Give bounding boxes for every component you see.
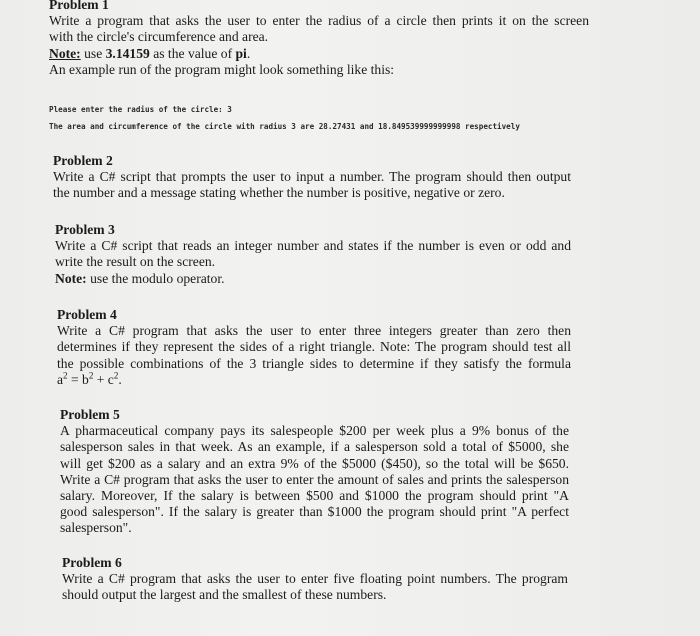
problem-1-note-label: Note: [49,45,81,61]
problem-1 [49,0,589,78]
problem-1-note-mid: as the value of [149,45,236,61]
problem-4-title: Problem 4 [57,307,117,322]
formula-c: + c [93,371,114,387]
formula-a-exponent: 2 [63,370,68,381]
problem-5-line-6: good salesperson". If the salary is greater than $1000 the program should print "A perfect [60,504,569,520]
formula-c-exponent: 2 [113,370,119,381]
problem-3-line-2: write the result on the screen. [55,254,216,270]
problem-5-line-7: salesperson". [60,520,132,536]
problem-5-line-5: salary. Moreover, If the salary is between $500 and $1000 the program should print "A [60,488,569,504]
problem-1-title: Problem 1 [49,0,109,12]
problem-1-line-1: Write a program that asks the user to enter the radius of a circle then prints it on the screen [49,13,589,29]
formula-b-exponent: 2 [88,370,94,381]
problem-5 [60,407,569,537]
problem-6-line-2: should output the largest and the smallest of these numbers. [62,587,387,603]
problem-3 [55,222,571,287]
problem-1-note-end: . [246,45,251,61]
problem-1-note-value: 3.14159 [105,45,150,61]
problem-4-line-2: determines if they represent the sides of a right triangle. Note: The program should test all [57,339,571,355]
problem-4-line-1: Write a C# program that asks the user to enter three integers greater than zero then [57,323,571,339]
problem-2-line-1: Write a C# script that prompts the user to input a number. The program should then output [53,169,571,185]
problem-6 [62,555,568,604]
problem-2-title: Problem 2 [53,153,113,168]
problem-5-line-2: salesperson sales in that week. As an example, if a salesperson sold a total of $5000, she [60,439,569,455]
problem-3-title: Problem 3 [55,222,115,237]
console-line-2: The area and circumference of the circle with radius 3 are 28.27431 and 18.849539999999998 respectively [49,122,520,131]
problem-6-line-1: Write a C# program that asks the user to enter five floating point numbers. The program [62,571,568,587]
example-console-output [49,101,520,135]
formula-end: . [118,371,122,387]
problem-2-line-2: the number and a message stating whether the number is positive, negative or zero. [53,185,505,201]
problem-1-note-text: use [80,45,106,61]
problem-5-line-1: A pharmaceutical company pays its salespeople $200 per week plus a 9% bonus of the [60,423,569,439]
problem-5-title: Problem 5 [60,407,120,422]
problem-4-line-3: the possible combinations of the 3 triangle sides to determine if they satisfy the formula [57,355,571,371]
formula-a: a [57,371,64,387]
problem-5-line-4: Write a C# program that asks the user to enter the amount of sales and prints the salesperson [60,471,569,487]
console-line-1: Please enter the radius of the circle: 3 [49,105,232,114]
problem-6-title: Problem 6 [62,555,122,570]
problem-4 [57,307,571,388]
problem-2 [53,153,571,202]
problem-1-note-pi: pi [235,45,247,61]
problem-3-note-label: Note: [55,270,87,286]
problem-1-line-2: with the circle's circumference and area. [49,29,269,45]
problem-3-note [55,271,571,287]
problem-4-formula [57,372,571,388]
problem-3-line-1: Write a C# script that reads an integer number and states if the number is even or odd and [55,238,571,254]
problem-3-note-text: use the modulo operator. [86,270,225,286]
problem-5-line-3: will get $200 as a salary and an extra 9% of the $5000 ($450), so the total will be $650. [60,455,569,471]
formula-b: = b [67,371,89,387]
problem-1-note [49,46,589,62]
problem-1-example-intro: An example run of the program might look something like this: [49,61,395,77]
